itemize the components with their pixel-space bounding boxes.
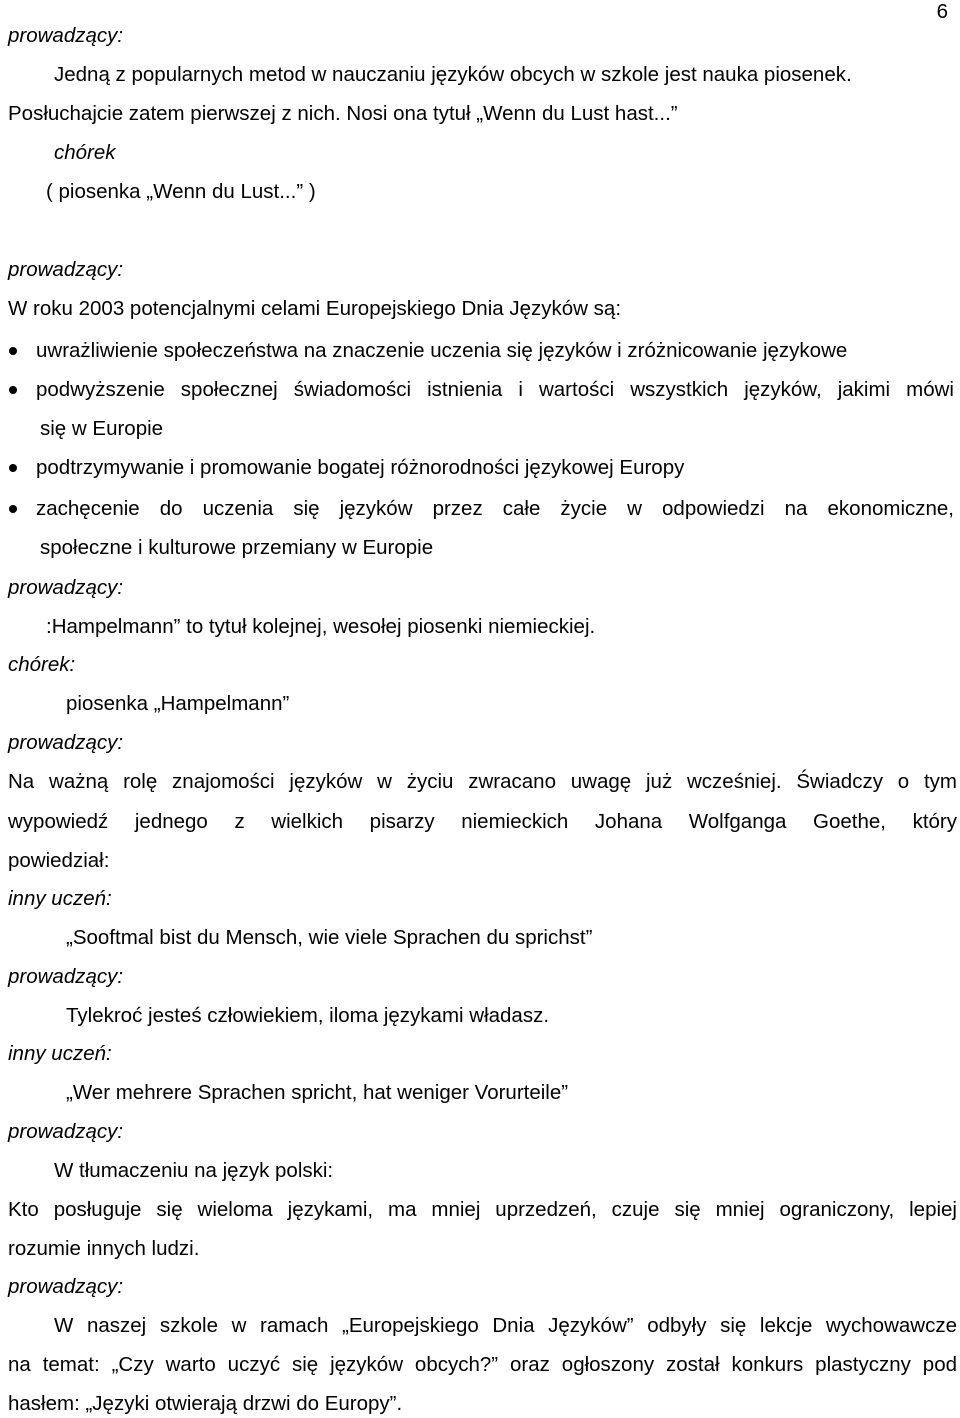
bullet [9, 347, 17, 355]
paragraph-line: W naszej szkole w ramach „Europejskiego Dnia Języków” odbyły się lekcje wychowawcze [54, 1314, 957, 1337]
quote-german: „Wer mehrere Sprachen spricht, hat weniger Vorurteile” [66, 1081, 569, 1104]
speaker-host: prowadzący: [8, 576, 124, 599]
bullet-item: zachęcenie do uczenia się języków przez całe życie w odpowiedzi na ekonomiczne, [36, 497, 954, 520]
bullet-item: podtrzymywanie i promowanie bogatej różnorodności językowej Europy [36, 456, 685, 479]
speaker-host: prowadzący: [8, 24, 124, 47]
bullet-item-continued: się w Europie [40, 417, 164, 440]
speaker-host: prowadzący: [8, 965, 124, 988]
song-title: piosenka „Hampelmann” [66, 692, 290, 715]
paragraph-line: na temat: „Czy warto uczyć się języków obcych?” oraz ogłoszony został konkurs plastyczny pod [8, 1353, 957, 1376]
paragraph-line: powiedział: [8, 849, 110, 872]
page-number: 6 [936, 0, 948, 23]
speaker-choir: chórek: [8, 653, 76, 676]
paragraph-line: W roku 2003 potencjalnymi celami Europejskiego Dnia Języków są: [8, 297, 622, 320]
bullet [9, 505, 17, 513]
paragraph-line: Jedną z popularnych metod w nauczaniu języków obcych w szkole jest nauka piosenek. [54, 63, 852, 86]
bullet-item-continued: społeczne i kulturowe przemiany w Europie [40, 536, 434, 559]
bullet-item: uwrażliwienie społeczeństwa na znaczenie uczenia się języków i zróżnicowanie językowe [36, 339, 848, 362]
paragraph-line: :Hampelmann” to tytuł kolejnej, wesołej piosenki niemieckiej. [46, 615, 596, 638]
bullet [9, 464, 17, 472]
paragraph-line: Kto posługuje się wieloma językami, ma mniej uprzedzeń, czuje się mniej ograniczony, lepiej [8, 1198, 957, 1221]
speaker-host: prowadzący: [8, 1275, 124, 1298]
paragraph-line: W tłumaczeniu na język polski: [54, 1159, 334, 1182]
paragraph-line: Na ważną rolę znajomości języków w życiu zwracano uwagę już wcześniej. Świadczy o tym [8, 770, 957, 793]
speaker-host: prowadzący: [8, 1120, 124, 1143]
bullet [9, 386, 17, 394]
speaker-choir: chórek [54, 141, 116, 164]
quote-german: „Sooftmal bist du Mensch, wie viele Sprachen du sprichst” [66, 926, 593, 949]
speaker-other-student: inny uczeń: [8, 887, 112, 910]
song-title: ( piosenka „Wenn du Lust...” ) [46, 180, 316, 203]
bullet-item: podwyższenie społecznej świadomości istnienia i wartości wszystkich języków, jakimi mówi [36, 378, 954, 401]
speaker-host: prowadzący: [8, 731, 124, 754]
paragraph-line: rozumie innych ludzi. [8, 1237, 200, 1260]
paragraph-line: hasłem: „Języki otwierają drzwi do Europy”. [8, 1392, 403, 1415]
quote-translation: Tylekroć jesteś człowiekiem, iloma językami władasz. [66, 1004, 550, 1027]
paragraph-line: wypowiedź jednego z wielkich pisarzy niemieckich Johana Wolfganga Goethe, który [8, 810, 957, 833]
paragraph-line: Posłuchajcie zatem pierwszej z nich. Nosi ona tytuł „Wenn du Lust hast...” [8, 102, 678, 125]
speaker-host: prowadzący: [8, 258, 124, 281]
speaker-other-student: inny uczeń: [8, 1042, 112, 1065]
